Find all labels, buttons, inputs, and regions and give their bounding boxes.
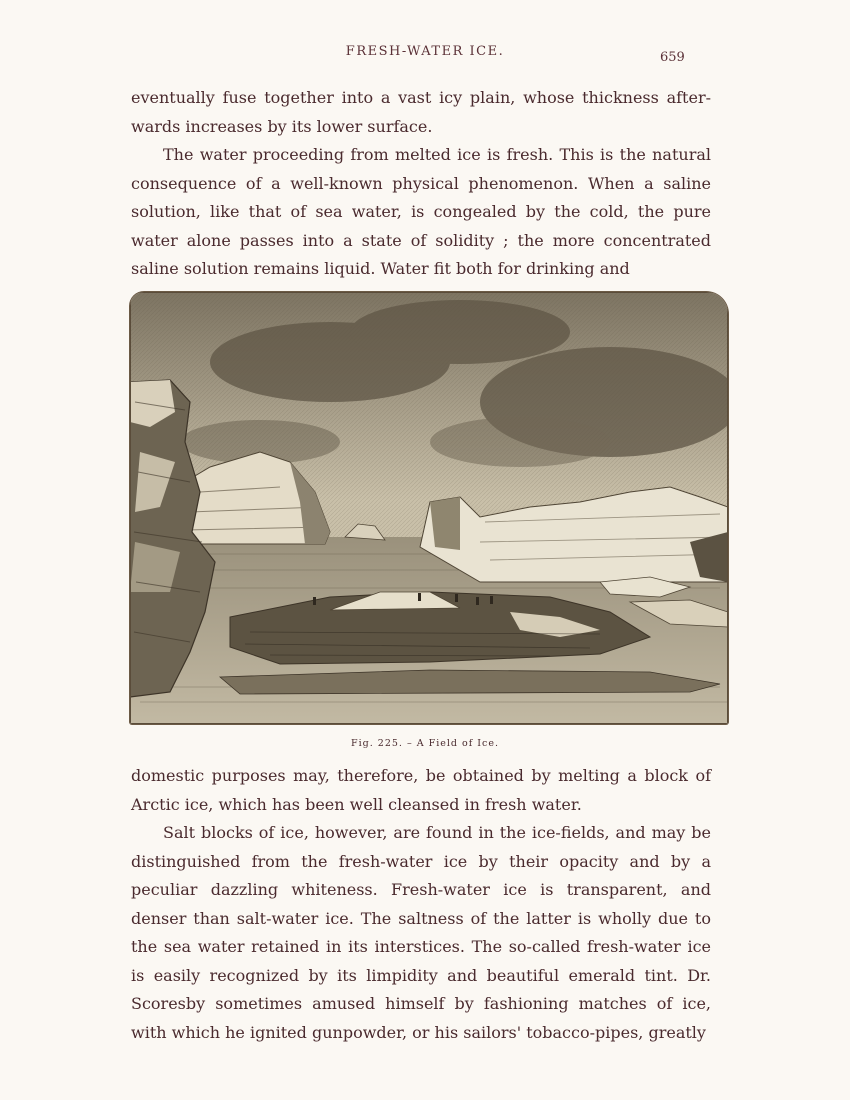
text-block-top <box>131 84 711 284</box>
paragraph: eventually fuse together into a vast icy plain, whose thickness after-wards increases by its lower surface. <box>131 88 711 136</box>
figure-illustration <box>130 292 728 724</box>
running-head: FRESH-WATER ICE. <box>345 44 505 59</box>
paragraph: The water proceeding from melted ice is fresh. This is the natural consequence of a well-known physical phenomenon. When a saline solution, like that of sea water, is congealed by the cold, the pure water alone passes into a state of solidity ; the more concentrated saline solution remains liquid. Water fit both for drinking and <box>131 145 711 278</box>
paragraph: domestic purposes may, therefore, be obtained by melting a block of Arctic ice, which has been well cleansed in fresh water. <box>131 766 711 814</box>
paragraph: Salt blocks of ice, however, are found in the ice-fields, and may be distinguished from the fresh-water ice by their opacity and by a peculiar dazzling whiteness. Fresh-water ice is transparent, and denser than salt-water ice. The saltness of the latter is wholly due to the sea water retained in its interstices. The so-called fresh-water ice is easily recognized by its limpidity and beautiful emerald tint. Dr. Scoresby sometimes amused himself by fashioning matches of ice, with which he ignited gunpowder, or his sailors' tobacco-pipes, greatly <box>131 823 711 1042</box>
text-block-bottom <box>131 762 711 1047</box>
page-number: 659 <box>660 50 685 65</box>
ice-field-engraving <box>130 292 728 724</box>
figure-caption: Fig. 225. – A Field of Ice. <box>351 738 499 749</box>
